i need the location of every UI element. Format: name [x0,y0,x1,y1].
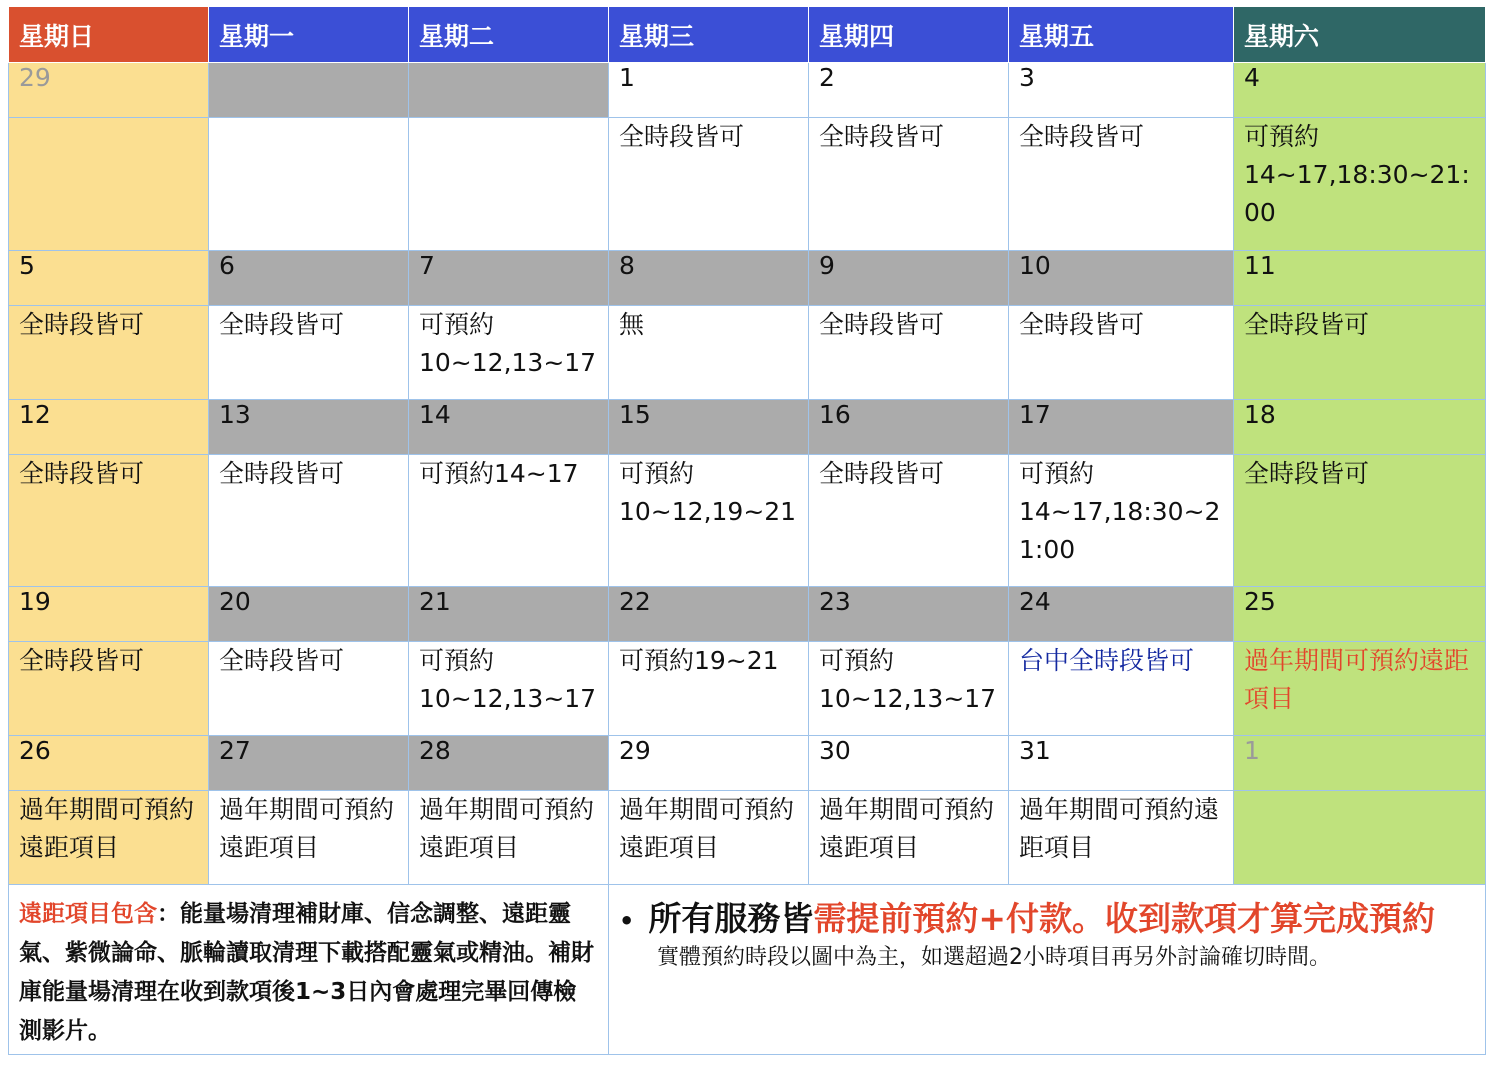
footer-row [9,885,1486,1055]
date-cell: 25 [1234,587,1486,642]
entry-cell: 全時段皆可 [9,306,209,400]
entry-cell: 過年期間可預約遠距項目 [1234,642,1486,736]
date-cell: 22 [609,587,809,642]
entry-cell: 全時段皆可 [9,642,209,736]
date-cell: 2 [809,63,1009,118]
entry-cell: 全時段皆可 [1234,306,1486,400]
week-5-date-row [9,736,1486,791]
week-3-entry-row [9,455,1486,587]
booking-note-headline [619,897,1475,943]
weekday-header-wed: 星期三 [609,7,809,63]
weekday-header-sun: 星期日 [9,7,209,63]
date-cell: 6 [209,251,409,306]
date-cell: 29 [609,736,809,791]
week-5-entry-row [9,791,1486,885]
date-cell: 26 [9,736,209,791]
date-cell: 30 [809,736,1009,791]
date-cell: 4 [1234,63,1486,118]
entry-cell: 全時段皆可 [1234,455,1486,587]
date-cell: 18 [1234,400,1486,455]
entry-cell: 可預約 10~12,13~17 [409,306,609,400]
entry-cell: 全時段皆可 [9,455,209,587]
booking-note-black: 所有服務皆 [648,899,814,938]
entry-cell: 可預約19~21 [609,642,809,736]
entry-cell: 過年期間可預約遠距項目 [809,791,1009,885]
entry-cell: 全時段皆可 [809,455,1009,587]
date-cell: 24 [1009,587,1234,642]
entry-cell: 可預約 10~12,13~17 [409,642,609,736]
entry-cell [1234,791,1486,885]
date-cell: 11 [1234,251,1486,306]
weekday-header-fri: 星期五 [1009,7,1234,63]
entry-cell: 過年期間可預約遠距項目 [1009,791,1234,885]
entry-cell: 過年期間可預約遠距項目 [409,791,609,885]
date-cell: 13 [209,400,409,455]
week-1-date-row [9,63,1486,118]
date-cell: 23 [809,587,1009,642]
weekday-header-row [9,7,1486,63]
week-1-entry-row [9,118,1486,251]
week-2-date-row [9,251,1486,306]
date-cell: 21 [409,587,609,642]
date-cell: 10 [1009,251,1234,306]
date-cell: 1 [1234,736,1486,791]
date-cell: 20 [209,587,409,642]
date-cell: 1 [609,63,809,118]
entry-cell: 全時段皆可 [609,118,809,251]
date-cell: 5 [9,251,209,306]
date-cell: 14 [409,400,609,455]
booking-note [609,885,1486,1055]
entry-cell: 過年期間可預約遠距項目 [209,791,409,885]
entry-cell [209,118,409,251]
week-4-date-row [9,587,1486,642]
entry-cell: 全時段皆可 [809,118,1009,251]
remote-services-label: 遠距項目包含 [19,901,157,927]
week-2-entry-row [9,306,1486,400]
weekday-header-thu: 星期四 [809,7,1009,63]
date-cell: 3 [1009,63,1234,118]
remote-services-text: ：能量場清理補財庫、信念調整、遠距靈氣、紫微論命、脈輪讀取清理下載搭配靈氣或精油。補財庫能量場清理在收到款項後1~3日內會處理完畢回傳檢測影片。 [19,901,594,1044]
weekday-header-sat: 星期六 [1234,7,1486,63]
remote-services-note [9,885,609,1055]
date-cell: 8 [609,251,809,306]
weekday-header-tue: 星期二 [409,7,609,63]
week-3-date-row [9,400,1486,455]
entry-cell: 可預約 10~12,13~17 [809,642,1009,736]
entry-cell: 過年期間可預約遠距項目 [609,791,809,885]
date-cell: 12 [9,400,209,455]
entry-cell [409,118,609,251]
entry-cell: 全時段皆可 [209,455,409,587]
date-cell: 31 [1009,736,1234,791]
entry-cell: 全時段皆可 [809,306,1009,400]
entry-cell: 可預約14~17 [409,455,609,587]
entry-cell: 可預約 10~12,19~21 [609,455,809,587]
date-cell [409,63,609,118]
booking-note-detail: 實體預約時段以圖中為主，如選超過2小時項目再另外討論確切時間。 [657,944,1331,970]
entry-cell: 全時段皆可 [209,306,409,400]
booking-note-red: 需提前預約+付款。收到款項才算完成預約 [813,899,1435,938]
date-cell: 19 [9,587,209,642]
entry-cell: 無 [609,306,809,400]
entry-cell: 全時段皆可 [1009,306,1234,400]
date-cell: 17 [1009,400,1234,455]
date-cell: 27 [209,736,409,791]
entry-cell: 全時段皆可 [209,642,409,736]
week-4-entry-row [9,642,1486,736]
weekday-header-mon: 星期一 [209,7,409,63]
date-cell: 9 [809,251,1009,306]
entry-cell: 過年期間可預約遠距項目 [9,791,209,885]
bullet-icon: • [619,906,635,935]
date-cell: 29 [9,63,209,118]
entry-cell: 可預約 14~17,18:30~21:00 [1009,455,1234,587]
date-cell: 28 [409,736,609,791]
date-cell: 15 [609,400,809,455]
entry-cell: 全時段皆可 [1009,118,1234,251]
entry-cell: 台中全時段皆可 [1009,642,1234,736]
entry-cell [9,118,209,251]
date-cell: 16 [809,400,1009,455]
calendar-table [8,6,1486,1055]
entry-cell: 可預約 14~17,18:30~21:00 [1234,118,1486,251]
date-cell [209,63,409,118]
date-cell: 7 [409,251,609,306]
